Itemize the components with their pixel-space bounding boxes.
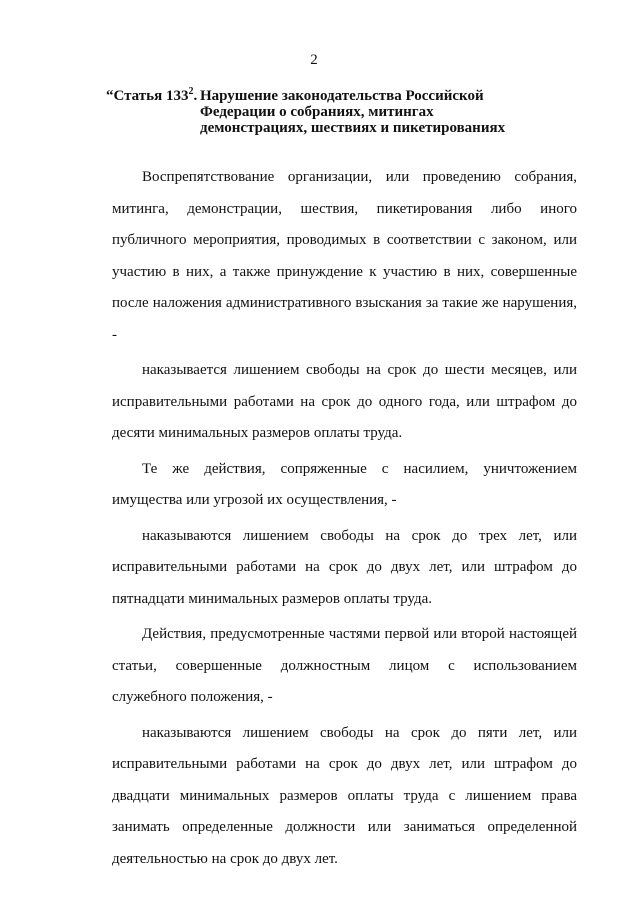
article-body	[112, 162, 577, 875]
paragraph-sanction-1: наказывается лишением свободы на срок до шести месяцев, или исправительными работами на срок до одного года, или штрафом до десяти минимальных размеров оплаты труда.	[112, 362, 577, 441]
article-title-line-3: демонстрациях, шествиях и пикетированиях	[200, 120, 506, 136]
paragraph-disposition-1: Воспрепятствование организации, или проведению собрания, митинга, демонстрации, шествия, пикетирования либо иного публичного мероприятия, проводимых в соответствии с законом, или участию в них, а также принуждение к участию в них, совершенные после наложения административного взыскания за такие же нарушения, -	[112, 169, 577, 343]
article-label	[106, 88, 197, 104]
paragraph-disposition-2: Те же действия, сопряженные с насилием, уничтожением имущества или угрозой их осуществления, -	[112, 460, 577, 508]
paragraph-sanction-2: наказываются лишением свободы на срок до трех лет, или исправительными работами на срок до двух лет, или штрафом до пятнадцати минимальных размеров оплаты труда.	[112, 527, 577, 607]
paragraph-disposition-3: Действия, предусмотренные частями первой или второй настоящей статьи, совершенные должностным лицом с использованием служебного положения, -	[112, 626, 577, 705]
article-label-superscript: 2	[188, 86, 194, 97]
article-label-suffix: .	[193, 88, 198, 104]
page-number: 2	[310, 52, 318, 68]
article-label-prefix: “Статья 133	[106, 88, 189, 104]
article-title	[200, 88, 520, 136]
article-title-line-1: Нарушение законодательства Российской	[200, 88, 484, 104]
paragraph-sanction-3: наказываются лишением свободы на срок до пяти лет, или исправительными работами на срок до двух лет, или штрафом до двадцати минимальных размеров оплаты труда с лишением права занимать определенные должности или заниматься определенной деятельностью на срок до двух лет.	[112, 724, 577, 867]
article-title-line-2: Федерации о собраниях, митингах	[200, 104, 434, 120]
